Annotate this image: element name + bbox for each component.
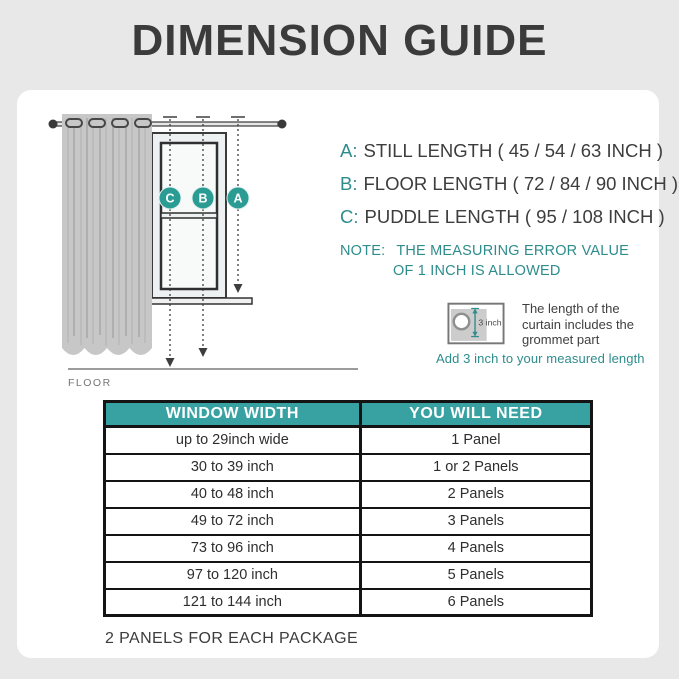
curtain-measurement-diagram xyxy=(40,100,370,400)
grommet-diagram xyxy=(447,302,505,345)
window-sill xyxy=(150,298,252,304)
width-cell: up to 29inch wide xyxy=(105,427,361,454)
width-cell: 40 to 48 inch xyxy=(105,481,361,508)
grommet-hole-icon xyxy=(454,314,469,329)
spec-puddle-length xyxy=(340,200,678,233)
rod-finial-left xyxy=(49,120,58,129)
table-row xyxy=(105,589,592,616)
window-illustration xyxy=(150,133,252,304)
length-specs xyxy=(340,134,678,233)
panels-cell: 4 Panels xyxy=(360,535,591,562)
panels-cell: 1 or 2 Panels xyxy=(360,454,591,481)
width-cell: 30 to 39 inch xyxy=(105,454,361,481)
panels-cell: 2 Panels xyxy=(360,481,591,508)
grommet-measure-label: 3 inch xyxy=(478,317,502,328)
table-row xyxy=(105,481,592,508)
content-card xyxy=(17,90,679,658)
grommet-description: The length of the curtain includes the grommet part xyxy=(522,301,635,347)
spec-text-b: FLOOR LENGTH ( 72 / 84 / 90 INCH ) xyxy=(363,173,679,194)
measuring-note xyxy=(340,241,629,281)
spec-floor-length xyxy=(340,167,678,200)
header-window-width: WINDOW WIDTH xyxy=(105,402,361,427)
rod-finial-right xyxy=(278,120,287,129)
panels-table xyxy=(103,400,593,617)
table-row xyxy=(105,427,592,454)
panels-cell: 5 Panels xyxy=(360,562,591,589)
spec-text-a: STILL LENGTH ( 45 / 54 / 63 INCH ) xyxy=(363,140,664,161)
note-label: NOTE: xyxy=(340,243,386,259)
grommet-tip: Add 3 inch to your measured length xyxy=(436,351,645,366)
width-cell: 97 to 120 inch xyxy=(105,562,361,589)
spec-key-c: C: xyxy=(340,206,359,227)
note-text-1: THE MEASURING ERROR VALUE xyxy=(396,243,630,259)
marker-letter-a: A xyxy=(233,191,243,206)
table-row xyxy=(105,535,592,562)
table-row xyxy=(105,562,592,589)
table-row xyxy=(105,508,592,535)
floor-label: FLOOR xyxy=(68,377,112,389)
header-you-will-need: YOU WILL NEED xyxy=(360,402,591,427)
marker-letter-c: C xyxy=(165,191,175,206)
marker-letter-b: B xyxy=(198,191,208,206)
panels-cell: 6 Panels xyxy=(360,589,591,616)
package-note: 2 PANELS FOR EACH PACKAGE xyxy=(105,630,359,647)
table-header-row xyxy=(105,402,592,427)
table-row xyxy=(105,454,592,481)
note-text-2: OF 1 INCH IS ALLOWED xyxy=(393,263,561,279)
page-title: DIMENSION GUIDE xyxy=(131,16,548,65)
spec-key-a: A: xyxy=(340,140,358,161)
note-line-1 xyxy=(340,241,629,261)
width-cell: 73 to 96 inch xyxy=(105,535,361,562)
spec-text-c: PUDDLE LENGTH ( 95 / 108 INCH ) xyxy=(364,206,665,227)
width-cell: 49 to 72 inch xyxy=(105,508,361,535)
marker-badges xyxy=(159,187,249,209)
panels-cell: 1 Panel xyxy=(360,427,591,454)
width-cell: 121 to 144 inch xyxy=(105,589,361,616)
spec-still-length xyxy=(340,134,678,167)
spec-key-b: B: xyxy=(340,173,358,194)
curtain-panel xyxy=(62,114,152,355)
floor xyxy=(68,369,358,389)
panels-cell: 3 Panels xyxy=(360,508,591,535)
